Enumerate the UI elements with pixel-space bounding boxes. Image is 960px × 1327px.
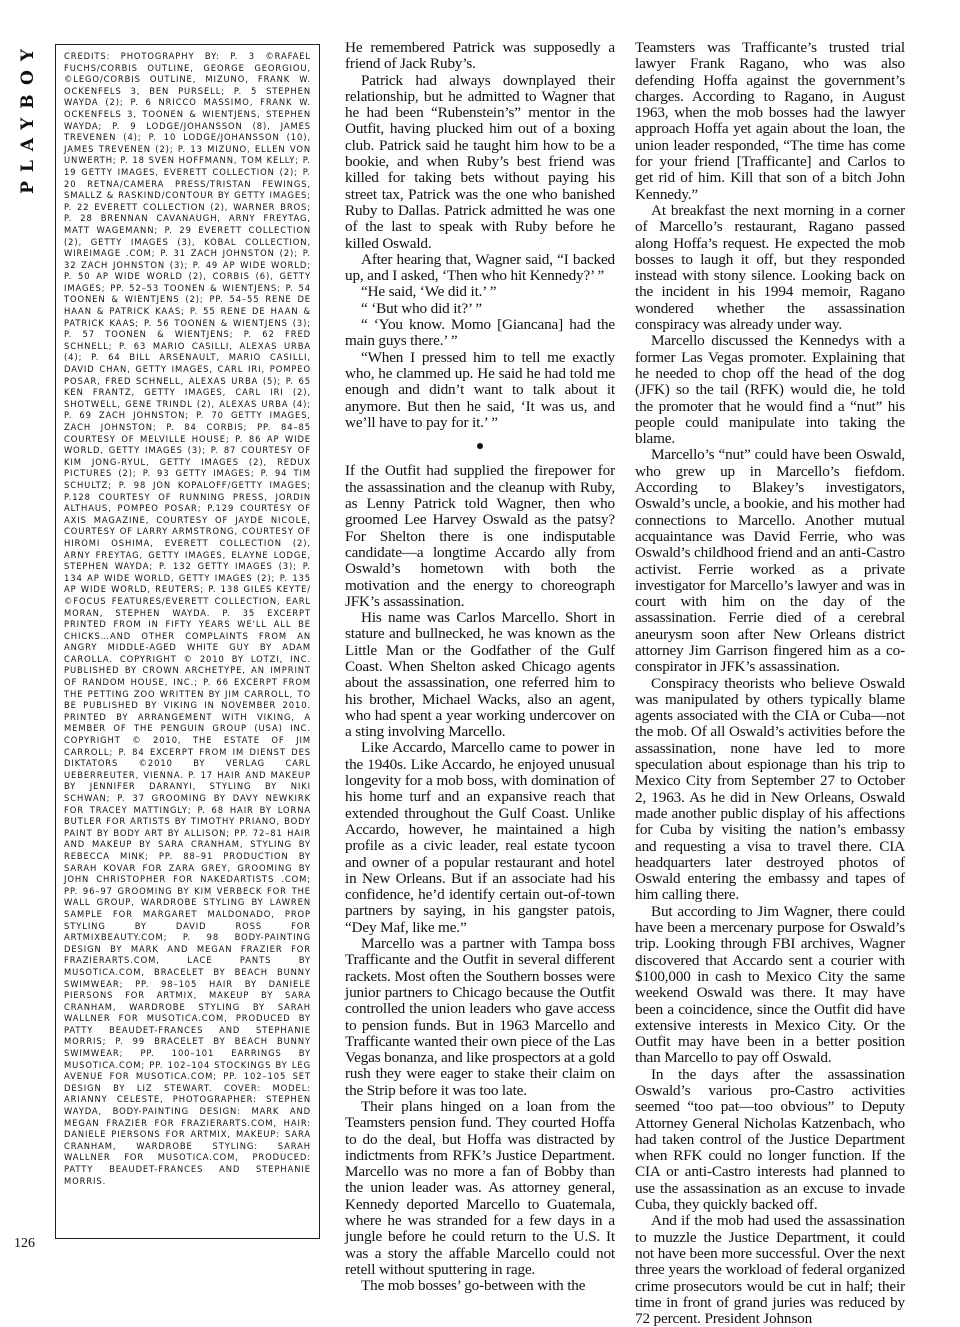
magazine-label: PLAYBOY	[18, 40, 38, 194]
paragraph: In the days after the assassination Oswald’s various pro-Castro activities seemed “too pat—too obvious” to Deputy Attorney General Nicholas Katzenbach, who had taken control of the Justice Department when RFK could no longer function. If the CIA or anti-Castro interests had planned to use the assassination as an excuse to invade Cuba, they quickly backed off.	[635, 1065, 905, 1214]
paragraph: “When I pressed him to tell me exactly who, he clammed up. He said he had told me enough and didn’t want to talk about it anymore. But then he said, ‘It was us, and we’ll have to pay for it.’ ”	[345, 348, 615, 431]
paragraph: Like Accardo, Marcello came to power in the 1940s. Like Accardo, he enjoyed unusual longevity for a mob boss, with domination of his home turf and an expansive reach that extended throughout the Gulf Coast. Unlike Accardo, however, he maintained a high profile as a civic leader, real estate tycoon and owner of a popular restaurant and hotel in New Orleans. But if an associate had his confidence, he’d identify certain out-of-town partners by saying, in his gangster patois, “Dey Maf, like me.”	[345, 739, 615, 936]
paragraph: At breakfast the next morning in a corner of Marcello’s restaurant, Ragano passed along Hoffa’s request. He expected the mob bosses to laugh it off, but they responded instead with stony silence. Looking back on the incident in his 1994 memoir, Ragano wondered whether the assassination conspiracy was already under way.	[635, 201, 905, 334]
paragraph: And if the mob had used the assassination to muzzle the Justice Department, it could not have been more successful. Over the next three years the workload of federal organized crime prosecutors would be cut in half; their time in front of grand juries was reduced by 72 percent. President Johnson	[635, 1212, 905, 1327]
paragraph: Patrick had always downplayed their relationship, but he admitted to Wagner that he had been “Rubenstein’s” mentor in the Outfit, having plucked him out of a boxing club. Patrick said he taught him how to be a bookie, and when Ruby’s best friend was killed for taking bets without paying his street tax, Patrick was the one who banished Ruby to Dallas. Patrick admitted he was one of the last to speak with Ruby before he killed Oswald.	[345, 71, 615, 252]
paragraph: “He said, ‘We did it.’ ”	[361, 283, 497, 301]
photo-credits-text: CREDITS: PHOTOGRAPHY BY: P. 3 ©RAFAEL FUCHS/CORBIS OUTLINE, GEORGE GEORGIOU, ©LEGO/CORBIS OUTLINE, MIZUNO, FRANK W. OCKENFELS 3, BEN PURSELL; P. 5 STEPHEN WAYDA (2); P. 6 NRICCO MASSIMO, FRANK W. OCKENFELS 3, TOONEN & WIENTJENS, STEPHEN WAYDA; P. 9 LODGE/JOHANSSON (8), JAMES TREVENEN (4); P. 10 LODGE/JOHANSSON (10), JAMES TREVENEN (2); P. 13 MIZUNO, ELLEN VON UNWERTH; P. 18 SVEN HOFFMANN, TOM KELLY; P. 19 GETTY IMAGES, EVERETT COLLECTION (2); P. 20 RETNA/CAMERA PRESS/TRISTAN FEWINGS, SMALLZ & RASKIND/CONTOUR BY GETTY IMAGES; P. 22 EVERETT COLLECTION (2), WARNER BROS; P. 28 BRENNAN CAVANAUGH, ARNY FREYTAG, MATT WAGEMANN; P. 29 EVERETT COLLECTION (2), GETTY IMAGES (3), KOBAL COLLECTION, WIREIMAGE .COM; P. 31 ZACH JOHNSTON (2); P. 32 ZACH JOHNSTON (3); P. 49 AP WIDE WORLD; P. 50 AP WIDE WORLD (2), CORBIS (6), GETTY IMAGES; PP. 52–53 TOONEN & WIENTJENS; P. 54 TOONEN & WIENTJENS (2); PP. 54–55 RENE DE HAAN & PATRICK KAAS; P. 55 RENE DE HAAN & PATRICK KAAS; P. 56 TOONEN & WIENTJENS (3); P. 57 TOONEN & WIENTJENS; P. 62 FRED SCHNELL; P. 63 MARIO CASILLI, ALEXAS URBA (4); P. 64 BILL ARSENAULT, MARIO CASILLI, DAVID CHAN, GETTY IMAGES, CARL IRI, POMPEO POSAR, FRED SCHNELL, ALEXAS URBA (5); P. 65 KEN FRANTZ, GETTY IMAGES, CARL IRI (2), SHOTWELL, GENE TRINDL (2), ALEXAS URBA (4); P. 69 ZACH JOHNSTON; P. 70 GETTY IMAGES, ZACH JOHNSTON; P. 84 CORBIS; PP. 84–85 COURTESY OF MELVILLE HOUSE; P. 86 AP WIDE WORLD, GETTY IMAGES (3); P. 87 COURTESY OF KIM JONG-RYUL, GETTY IMAGES (2), REDUX PICTURES (2); P. 93 GETTY IMAGES; P. 94 TIM SCHULTZ; P. 98 JON KOPALOFF/GETTY IMAGES; P.128 COURTESY OF RUNNING PRESS, JORDIN ALTHAUS, POMPEO POSAR; P.129 COURTESY OF AXIS MAGAZINE, COURTESY OF JAYDE NICOLE, COURTESY OF LARRY ARMSTRONG, COURTESY OF HIROMI OSHIMA, EVERETT COLLECTION (2), ARNY FREYTAG, GETTY IMAGES, ELAYNE LODGE, STEPHEN WAYDA; P. 132 GETTY IMAGES (3); P. 134 AP WIDE WORLD, GETTY IMAGES (2); P. 135 AP WIDE WORLD, REUTERS; P. 138 GILES KEYTE/©FOCUS FEATURES/EVERETT COLLECTION, EARL MORAN, STEPHEN WAYDA. P. 35 EXCERPT PRINTED FROM IN FIFTY YEARS WE'LL ALL BE CHICKS…AND OTHER COMPLAINTS FROM AN ANGRY MIDDLE-AGED WHITE GUY BY ADAM CAROLLA. COPYRIGHT © 2010 BY LOTZI, INC. PUBLISHED BY CROWN ARCHETYPE, AN IMPRINT OF RANDOM HOUSE, INC.; P. 66 EXCERPT FROM THE PETTING ZOO WRITTEN BY JIM CARROLL, TO BE PUBLISHED BY VIKING IN NOVEMBER 2010. PRINTED BY ARRANGEMENT WITH VIKING, A MEMBER OF THE PENGUIN GROUP (USA) INC. COPYRIGHT © 2010, THE ESTATE OF JIM CARROLL; P. 84 EXCERPT FROM IM DIENST DES DIKTATORS ©2010 BY VERLAG CARL UEBERREUTER, VIENNA. P. 17 HAIR AND MAKEUP BY JENNIFER DARANYI, STYLING BY NIKI SCHWAN; P. 37 GROOMING BY DAVY NEWKIRK FOR TRACEY MATTINGLY; P. 68 HAIR BY LORNA BUTLER FOR ARTISTS BY TIMOTHY PRIANO, BODY PAINT BY BODY ART BY ALLISON; PP. 72–81 HAIR AND MAKEUP BY SARA CRANHAM, STYLING BY REBECCA MINK; PP. 88–91 PRODUCTION BY SARAH KOVAR FOR ZARA GREY, GROOMING BY JOHN CHRISTOPHER FOR NAKEDARTISTS .COM; PP. 96–97 GROOMING BY KIM VERBECK FOR THE WALL GROUP, WARDROBE STYLING BY LAWREN SAMPLE FOR MARGARET MALDONADO, PROP STYLING BY DAVID ROSS FOR ARTMIXBEAUTY.COM; P. 98 BODY-PAINTING DESIGN BY MARK AND MEGAN FRAZIER FOR FRAZIERARTS.COM, LACE PANTS BY MUSOTICA.COM, BRACELET BY BEACH BUNNY SWIMWEAR; PP. 98–105 HAIR BY DANIELE PIERSONS FOR ARTMIX, MAKEUP BY SARA CRANHAM, WARDROBE STYLING BY SARAH WALLNER FOR MUSOTICA.COM, PRODUCED BY PATTY BEAUDET-FRANCES AND STEPHANIE MORRIS; P. 99 BRACELET BY BEACH BUNNY SWIMWEAR; PP. 100–101 EARRINGS BY MUSOTICA.COM; PP. 102–104 STOCKINGS BY LEG AVENUE FOR MUSOTICA.COM; PP. 102–105 SET DESIGN BY LIZ STEWART. COVER: MODEL: ARIANNY CELESTE, PHOTOGRAPHER: STEPHEN WAYDA, BODY-PAINTING DESIGN: MARK AND MEGAN FRAZIER FOR FRAZIERARTS.COM, HAIR: DANIELE PIERSONS FOR ARTMIX, MAKEUP: SARA CRANHAM, WARDROBE STYLING: SARAH WALLNER FOR MUSOTICA.COM, PRODUCED: PATTY BEAUDET-FRANCES AND STEPHANIE MORRIS.	[64, 51, 311, 1186]
paragraph: The mob bosses’ go-between with the	[361, 1277, 586, 1295]
paragraph: Conspiracy theorists who believe Oswald was manipulated by others typically blame agents associated with the CIA or Cuba—not the mob. Of all Oswald’s activities before the assassination, none have led to more speculation about espionage than his trip to Mexico City from September 27 to October 2, 1963. As he did in New Orleans, Oswald made another public display of his affections for Cuba by visiting the nation’s embassy and requesting a visa to travel there. CIA headquarters later destroyed photos of Oswald entering the embassy and tapes of him calling there.	[635, 674, 905, 904]
paragraph: If the Outfit had supplied the firepower for the assassination and the cleanup with Ruby, as Lenny Patrick told Wagner, then who groomed Lee Harvey Oswald as the patsy? For Shelton there is one indisputable candidate—a longtime Accardo ally from Oswald’s hometown with both the motivation and the energy to choreograph JFK’s assassination.	[345, 462, 615, 610]
section-break-bullet: ●	[475, 439, 485, 455]
paragraph: After hearing that, Wagner said, “I backed up, and I asked, ‘Then who hit Kennedy?’ ”	[345, 250, 615, 285]
paragraph: His name was Carlos Marcello. Short in stature and bullnecked, he was known as the Little Man or the Godfather of the Gulf Coast. When Shelton asked Chicago agents about the assassination, one referred him to his brother, Michael Wacks, also an agent, who had spent a year working undercover on a sting involving Marcello.	[345, 609, 615, 741]
paragraph: Their plans hinged on a loan from the Teamsters pension fund. They courted Hoffa to do the deal, but Hoffa was distracted by indictments from RFK’s Justice Department. Marcello was no more a fan of Bobby than the union leader was. As attorney general, Kennedy deported Marcello to Guatemala, where he was stranded for a few days in a jungle before he could return to the U.S. It was a story the affable Marcello could not retell without sputtering in rage.	[345, 1098, 615, 1278]
paragraph: He remembered Patrick was supposedly a friend of Jack Ruby’s.	[345, 39, 615, 73]
paragraph: Teamsters was Trafficante’s trusted trial lawyer Frank Ragano, who was also defending Hoffa against the government’s charges. According to Ragano, in August 1963, when the mob bosses had the lawyer approach Hoffa yet again about the loan, the union leader responded, “The time has come for your friend [Trafficante] and Carlos to get rid of him. Kill that son of a bitch John Kennedy.”	[635, 39, 905, 203]
paragraph: But according to Jim Wagner, there could have been a mercenary purpose for Oswald’s trip. Looking through FBI archives, Wagner discovered that Accardo sent a courier with $100,000 in cash to Mexico City the same weekend Oswald was there. It may have been a coincidence, since the Outfit did have extensive interests in Mexico City. Or the Outfit may have been in a better position than Marcello to pay off Oswald.	[635, 902, 905, 1067]
article-column-1	[345, 39, 615, 1295]
paragraph: Marcello was a partner with Tampa boss Trafficante and the Outfit in several different rackets. Most often the Southern bosses were junior partners to Chicago because the Outfit controlled the union leaders who gave access to pension funds. But in 1963 Marcello and Trafficante wanted their own piece of the Las Vegas bonanza, and like prospectors at a gold rush they were eager to stake their claim on the Strip before it was too late.	[345, 935, 615, 1099]
paragraph: Marcello’s “nut” could have been Oswald, who grew up in Marcello’s fiefdom. According to Blakey’s investigators, Oswald’s uncle, a bookie, and his mother had connections to Marcello. Another mutual acquaintance was David Ferrie, who was Oswald’s childhood friend and an anti-Castro activist. Ferrie worked as a private investigator for Marcello’s lawyer and was in court with him on the day of the assassination. Ferrie died of a cerebral aneurysm soon after New Orleans district attorney Jim Garrison fingered him as a co-conspirator in JFK’s assassination.	[635, 446, 905, 676]
page-number: 126	[14, 1236, 35, 1251]
paragraph: Marcello discussed the Kennedys with a former Las Vegas promoter. Explaining that he needed to chop off the head of the dog (JFK) so the tail (RFK) would die, he told the promoter that he would find a “nut” his people could manipulate into taking the blame.	[635, 332, 905, 448]
photo-credits-box	[55, 44, 320, 1239]
paragraph: “ ‘You know. Momo [Giancana] had the main guys there.’ ”	[345, 316, 615, 350]
article-column-2	[635, 39, 905, 1327]
paragraph: “ ‘But who did it?’ ”	[361, 299, 482, 317]
